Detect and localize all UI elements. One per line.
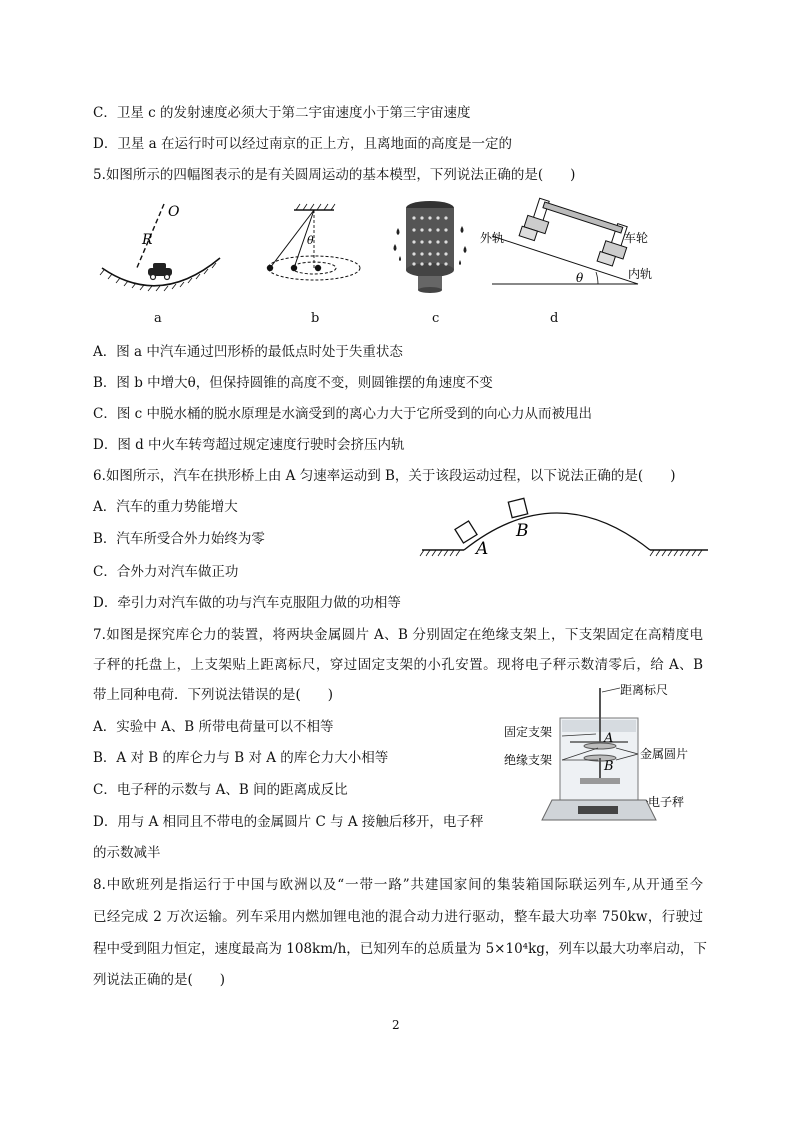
label-fixed-support: 固定支架 <box>504 725 553 739</box>
q7-option-a: A．实验中 A、B 所带电荷量可以不相等 <box>93 719 334 735</box>
q7-stem-line1: 7.如图是探究库仑力的装置，将两块金属圆片 A、B 分别固定在绝缘支架上，下支架固定在高精度电 <box>93 627 703 643</box>
caption-a: a <box>154 311 162 326</box>
q7-stem-line3: 带上同种电荷．下列说法错误的是( ) <box>93 687 334 703</box>
q8-stem-line4: 列说法正确的是( ) <box>93 972 226 988</box>
q7-option-b: B．A 对 B 的库仑力与 B 对 A 的库仑力大小相等 <box>93 750 389 766</box>
label-r: R <box>142 232 153 248</box>
label-insulated-support: 绝缘支架 <box>504 753 553 767</box>
figure-arch-bridge <box>418 488 714 568</box>
caption-c: c <box>432 311 440 326</box>
label-scale: 电子秤 <box>648 795 685 809</box>
q7-option-d-line1: D．用与 A 相同且不带电的金属圆片 C 与 A 接触后移开，电子秤 <box>93 814 484 830</box>
label-a-point: A <box>476 539 489 559</box>
q8-stem-line3: 程中受到阻力恒定，速度最高为 108km/h，已知列车的总质量为 5×10⁴kg，列车以最大功率启动，下 <box>93 941 707 957</box>
q5-option-a: A．图 a 中汽车通过凹形桥的最低点时处于失重状态 <box>93 344 403 360</box>
label-outer-rail: 外轨 <box>480 231 505 245</box>
page-number: 2 <box>392 1018 400 1032</box>
figure-a-concave-bridge <box>98 198 228 298</box>
q7-stem-line2: 子秤的托盘上，上支架贴上距离标尺，穿过固定支架的小孔安置。现将电子秤示数清零后，给 A、B <box>93 657 703 673</box>
q4-option-d: D．卫星 a 在运行时可以经过南京的正上方，且离地面的高度是一定的 <box>93 136 512 152</box>
q6-option-b: B．汽车所受合外力始终为零 <box>93 531 265 547</box>
label-metal-disc: 金属圆片 <box>640 747 689 761</box>
figure-b-conical-pendulum <box>258 200 378 290</box>
q5-option-b: B．图 b 中增大θ，但保持圆锥的高度不变，则圆锥摆的角速度不变 <box>93 375 493 391</box>
q6-option-a: A．汽车的重力势能增大 <box>93 499 238 515</box>
q7-option-d-line2: 的示数减半 <box>93 845 161 861</box>
car-icon <box>148 263 172 280</box>
q4-option-c: C．卫星 c 的发射速度必须大于第二宇宙速度小于第三宇宙速度 <box>93 105 471 121</box>
label-o: O <box>168 204 180 220</box>
figure-d-banked-track <box>478 190 678 294</box>
figure-coulomb-apparatus <box>500 684 710 830</box>
label-disc-b: B <box>604 759 614 774</box>
caption-b: b <box>311 311 320 326</box>
label-wheel: 车轮 <box>624 231 649 245</box>
q5-option-d: D．图 d 中火车转弯超过规定速度行驶时会挤压内轨 <box>93 437 405 453</box>
figure-c-spin-dryer <box>390 196 470 300</box>
q6-option-c: C．合外力对汽车做正功 <box>93 564 239 580</box>
label-disc-a: A <box>604 731 614 746</box>
q6-option-d: D．牵引力对汽车做的功与汽车克服阻力做的功相等 <box>93 595 401 611</box>
q8-stem-line1: 8.中欧班列是指运行于中国与欧洲以及“一带一路”共建国家间的集装箱国际联运列车,从开通至今 <box>93 877 703 893</box>
label-theta-d: θ <box>576 271 584 285</box>
label-theta: θ <box>307 234 314 247</box>
label-inner-rail: 内轨 <box>628 267 653 281</box>
label-ruler: 距离标尺 <box>620 684 669 697</box>
q5-stem: 5.如图所示的四幅图表示的是有关圆周运动的基本模型，下列说法正确的是( ) <box>93 167 576 183</box>
q6-stem: 6.如图所示，汽车在拱形桥上由 A 匀速率运动到 B，关于该段运动过程，以下说法正确的是( ) <box>93 468 676 484</box>
q7-option-c: C．电子秤的示数与 A、B 间的距离成反比 <box>93 782 348 798</box>
q5-option-c: C．图 c 中脱水桶的脱水原理是水滴受到的离心力大于它所受到的向心力从而被甩出 <box>93 406 592 422</box>
q8-stem-line2: 已经完成 2 万次运输。列车采用内燃加锂电池的混合动力进行驱动，整车最大功率 750kw，行驶过 <box>93 909 703 925</box>
label-b-point: B <box>516 521 529 541</box>
caption-d: d <box>550 311 559 326</box>
